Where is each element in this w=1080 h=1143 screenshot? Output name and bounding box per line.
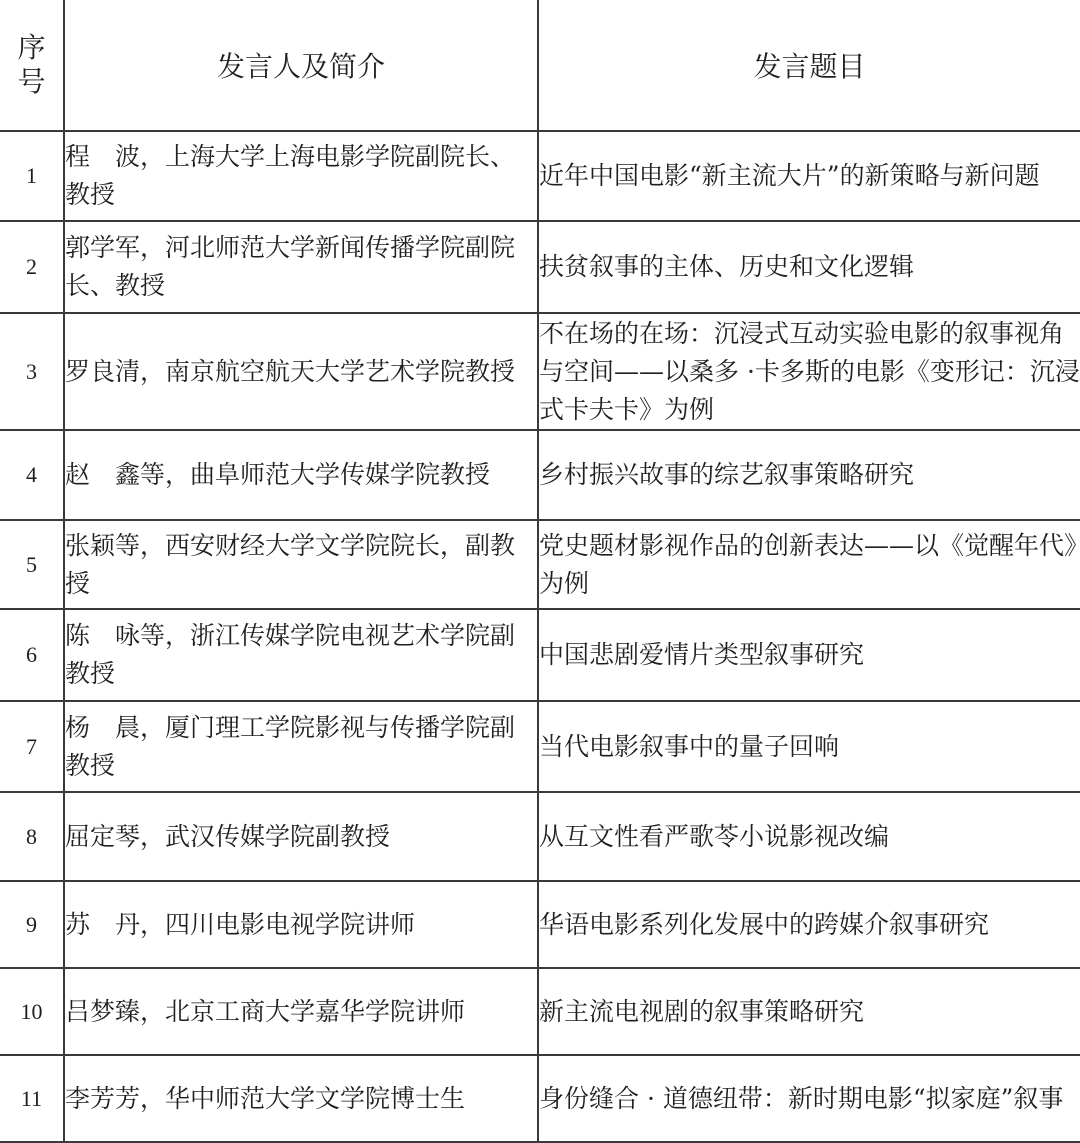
table-row — [0, 520, 1080, 609]
table-row — [0, 1055, 1080, 1142]
row-number: 4 — [0, 430, 64, 520]
table-row — [0, 131, 1080, 221]
row-number: 9 — [0, 881, 64, 968]
row-number: 1 — [0, 131, 64, 221]
row-speaker: 屈定琴，武汉传媒学院副教授 — [64, 792, 538, 881]
row-topic: 扶贫叙事的主体、历史和文化逻辑 — [538, 221, 1080, 313]
row-number: 8 — [0, 792, 64, 881]
row-speaker: 苏 丹，四川电影电视学院讲师 — [64, 881, 538, 968]
row-topic: 中国悲剧爱情片类型叙事研究 — [538, 609, 1080, 701]
row-topic: 新主流电视剧的叙事策略研究 — [538, 968, 1080, 1055]
header-number-line2: 号 — [17, 65, 46, 98]
table-row — [0, 609, 1080, 701]
table-row — [0, 792, 1080, 881]
table-row — [0, 313, 1080, 430]
row-speaker: 赵 鑫等，曲阜师范大学传媒学院教授 — [64, 430, 538, 520]
row-speaker: 杨 晨，厦门理工学院影视与传播学院副教授 — [64, 701, 538, 792]
row-topic: 不在场的在场：沉浸式互动实验电影的叙事视角与空间——以桑多 ·卡多斯的电影《变形记：沉浸式卡夫卡》为例 — [538, 313, 1080, 430]
table-row — [0, 968, 1080, 1055]
header-topic: 发言题目 — [538, 0, 1080, 131]
row-speaker: 程 波，上海大学上海电影学院副院长、教授 — [64, 131, 538, 221]
table-row — [0, 430, 1080, 520]
row-speaker: 张颖等，西安财经大学文学院院长，副教授 — [64, 520, 538, 609]
row-speaker: 李芳芳，华中师范大学文学院博士生 — [64, 1055, 538, 1142]
row-number: 7 — [0, 701, 64, 792]
row-number: 2 — [0, 221, 64, 313]
row-topic: 乡村振兴故事的综艺叙事策略研究 — [538, 430, 1080, 520]
row-speaker: 郭学军，河北师范大学新闻传播学院副院长、教授 — [64, 221, 538, 313]
row-topic: 近年中国电影“新主流大片”的新策略与新问题 — [538, 131, 1080, 221]
row-number: 11 — [0, 1055, 64, 1142]
row-topic: 当代电影叙事中的量子回响 — [538, 701, 1080, 792]
row-topic: 党史题材影视作品的创新表达——以《觉醒年代》为例 — [538, 520, 1080, 609]
row-speaker: 陈 咏等，浙江传媒学院电视艺术学院副教授 — [64, 609, 538, 701]
row-topic: 身份缝合 · 道德纽带：新时期电影“拟家庭”叙事 — [538, 1055, 1080, 1142]
row-topic: 从互文性看严歌苓小说影视改编 — [538, 792, 1080, 881]
header-speaker: 发言人及简介 — [64, 0, 538, 131]
table-row — [0, 701, 1080, 792]
row-speaker: 罗良清，南京航空航天大学艺术学院教授 — [64, 313, 538, 430]
row-speaker: 吕梦臻，北京工商大学嘉华学院讲师 — [64, 968, 538, 1055]
row-number: 6 — [0, 609, 64, 701]
table-row — [0, 881, 1080, 968]
header-row — [0, 0, 1080, 131]
table-row — [0, 221, 1080, 313]
row-number: 3 — [0, 313, 64, 430]
row-number: 5 — [0, 520, 64, 609]
row-topic: 华语电影系列化发展中的跨媒介叙事研究 — [538, 881, 1080, 968]
header-number — [0, 0, 64, 131]
header-number-line1: 序 — [17, 31, 46, 64]
row-number: 10 — [0, 968, 64, 1055]
